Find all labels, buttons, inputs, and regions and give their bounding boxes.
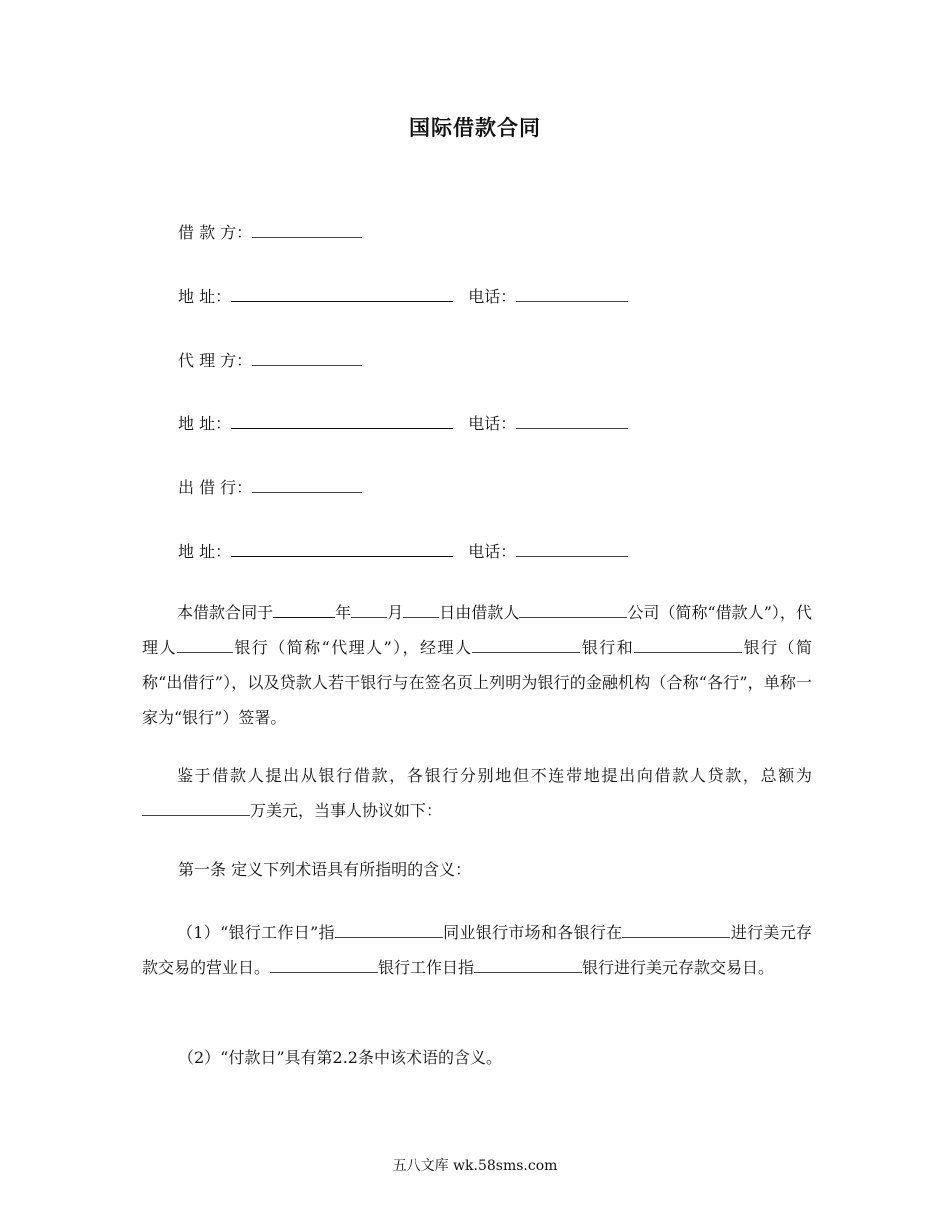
address-label: 地 址： [178, 542, 232, 561]
lender-address-field [178, 538, 628, 564]
date-blank[interactable] [273, 599, 335, 618]
definition-text: 银行进行美元存款交易日。 [582, 958, 775, 977]
preamble-text: 日由借款人 [439, 603, 520, 622]
lender-address-blank[interactable] [231, 538, 453, 557]
borrower-address-field [178, 283, 628, 309]
borrower-blank[interactable] [252, 219, 362, 238]
agent-address-field [178, 410, 628, 436]
lender-field [178, 474, 362, 500]
month-label: 月 [387, 603, 404, 622]
borrower-name-blank[interactable] [519, 599, 627, 618]
article-1-heading: 第一条 定义下列术语具有所指明的含义： [178, 860, 472, 879]
borrower-label: 借 款 方： [178, 223, 253, 242]
workday-bank-blank[interactable] [474, 954, 582, 973]
lender-label: 出 借 行： [178, 478, 253, 497]
preamble-text: 银行和 [580, 638, 635, 657]
lender-blank[interactable] [252, 474, 362, 493]
lender-name-blank[interactable] [634, 634, 742, 653]
definition-text: （1）“银行工作日”指 [177, 923, 335, 942]
agent-name-blank[interactable] [177, 634, 233, 653]
day-blank[interactable] [403, 599, 439, 618]
preamble-text: 本借款合同于 [177, 603, 274, 622]
definition-1 [142, 915, 812, 985]
preamble-text: 银行（简称“出借行”），以及贷款人若干银行与在签名页上列明为银行的金融机构（合称“各行”，单称一家为“银行”）签署。 [142, 638, 812, 727]
bank-city-blank[interactable] [622, 919, 730, 938]
workday-city-blank[interactable] [270, 954, 378, 973]
definition-text: 同业银行市场和各银行在 [442, 923, 623, 942]
preamble-text: 银行（简称“代理人”），经理人 [232, 638, 473, 657]
definition-2: （2）“付款日”具有第2.2条中该术语的含义。 [178, 1048, 502, 1067]
phone-label: 电话： [468, 542, 517, 561]
borrower-field [178, 219, 362, 245]
agent-blank[interactable] [252, 347, 362, 366]
preamble-text: 公司（简称“借款人”），代理人 [142, 603, 812, 657]
agent-phone-blank[interactable] [516, 410, 628, 429]
total-amount-blank[interactable] [142, 797, 250, 816]
definition-text: 银行工作日指 [378, 958, 475, 977]
address-label: 地 址： [178, 287, 232, 306]
manager-name-blank[interactable] [472, 634, 580, 653]
document-title: 国际借款合同 [409, 116, 541, 140]
phone-label: 电话： [468, 287, 517, 306]
whereas-paragraph [142, 758, 812, 828]
month-blank[interactable] [351, 599, 387, 618]
agent-field [178, 347, 362, 373]
definition-text: 进行美元存款交易的营业日。 [142, 923, 812, 977]
address-label: 地 址： [178, 414, 232, 433]
interbank-city-blank[interactable] [335, 919, 443, 938]
phone-label: 电话： [468, 414, 517, 433]
borrower-phone-blank[interactable] [516, 283, 628, 302]
whereas-text: 鉴于借款人提出从银行借款，各银行分别地但不连带地提出向借款人贷款，总额为 [177, 766, 812, 785]
footer-watermark[interactable]: 五八文库 wk.58sms.com [392, 1158, 558, 1174]
whereas-text: 万美元，当事人协议如下： [250, 801, 443, 820]
agent-address-blank[interactable] [231, 410, 453, 429]
lender-phone-blank[interactable] [516, 538, 628, 557]
agent-label: 代 理 方： [178, 351, 253, 370]
preamble-paragraph [142, 595, 812, 735]
borrower-address-blank[interactable] [231, 283, 453, 302]
year-label: 年 [335, 603, 352, 622]
